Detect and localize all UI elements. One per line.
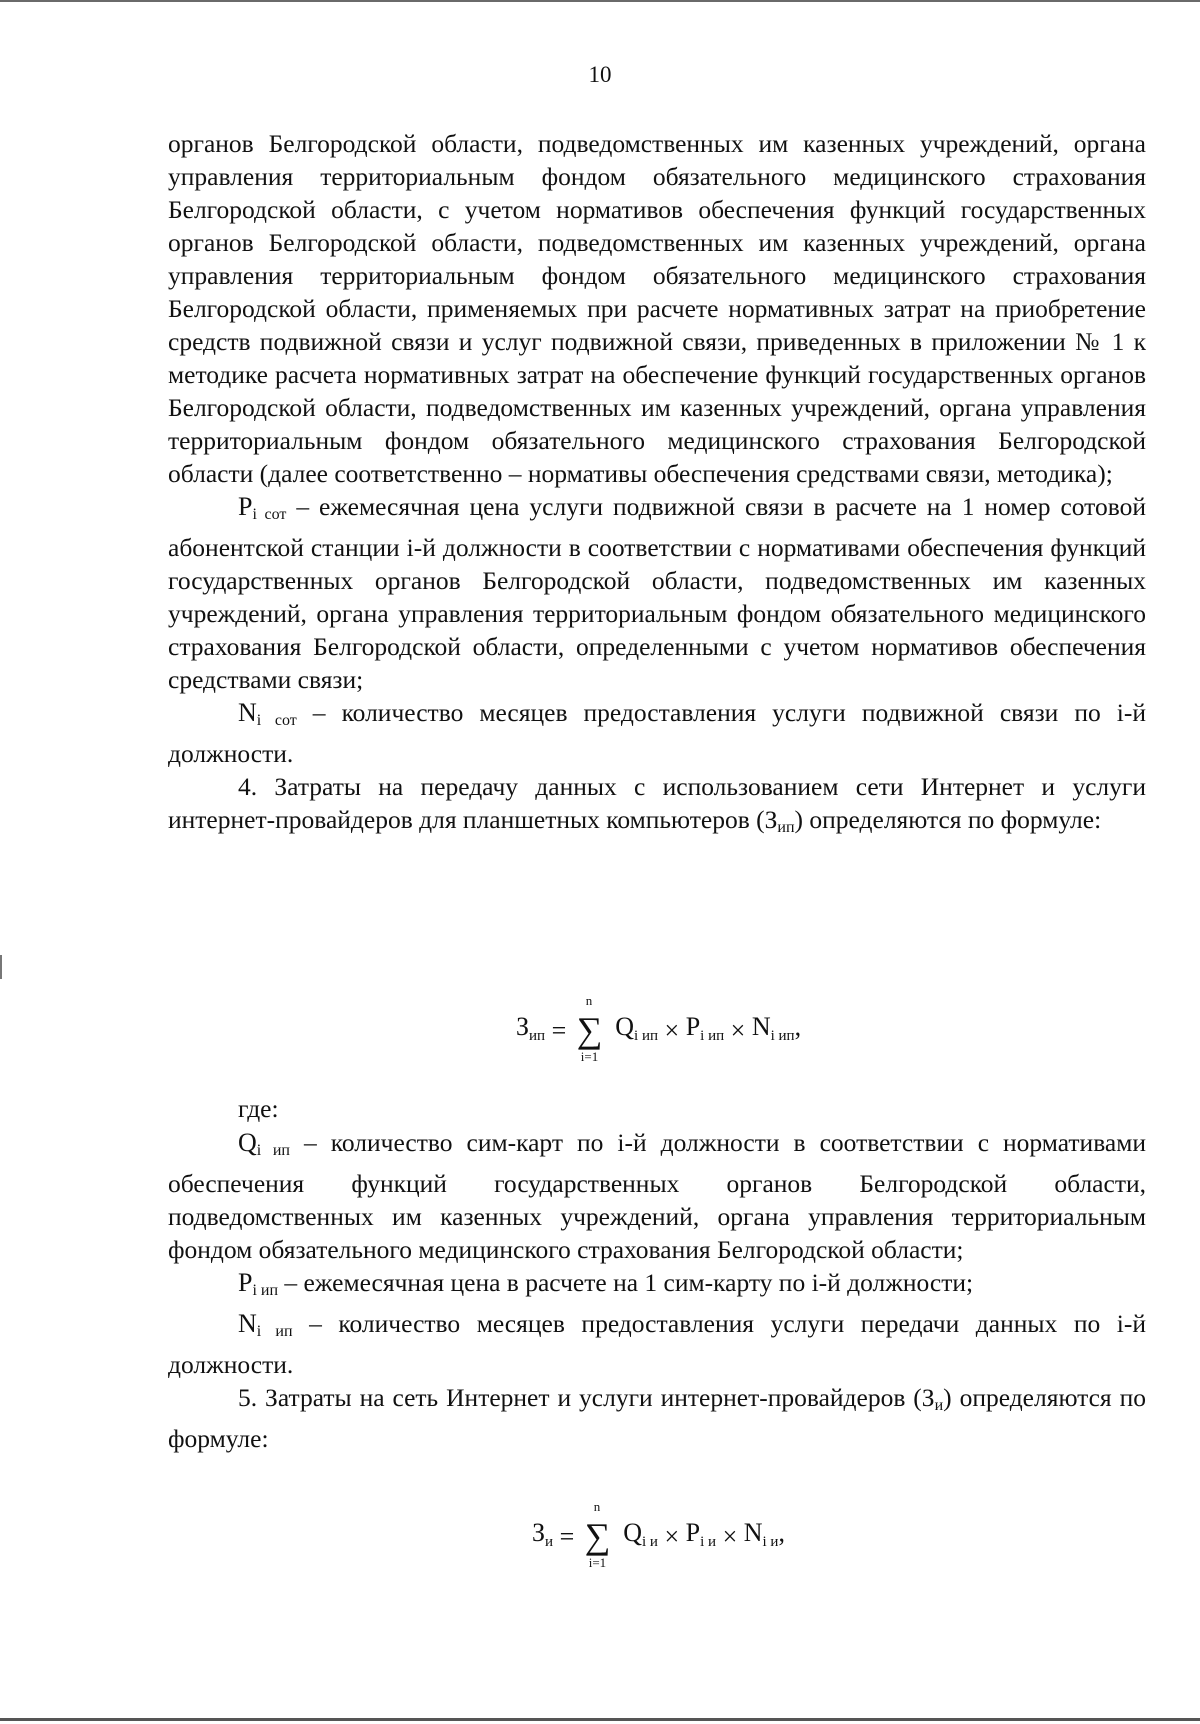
formula-lhs [532, 1518, 553, 1557]
formula-subscript: ип [529, 1027, 546, 1044]
paragraph-continuation [168, 127, 1146, 490]
sum-lower-limit: i=1 [580, 1049, 599, 1064]
formula-symbol: P [685, 1517, 701, 1547]
paragraph-n-sot-definition [168, 696, 1146, 770]
formula-times: × [722, 1522, 738, 1551]
sum-upper-limit: n [585, 993, 593, 1008]
sigma-symbol: ∑ [584, 1516, 611, 1556]
formula-subscript: и [545, 1533, 554, 1550]
formula-times: × [730, 1016, 746, 1045]
paragraph-text: 4. Затраты на передачу данных с использованием сети Интернет и услуги интернет-провайдеров для планшетных компьютеров (З [168, 772, 1146, 834]
sum-upper-limit: n [593, 1499, 601, 1514]
symbol-subscript: и [934, 1397, 944, 1414]
formula-lhs [516, 1012, 545, 1051]
symbol-subscript: i ип [252, 1282, 279, 1299]
paragraph-text-tail: ) определяются по формуле: [794, 805, 1102, 834]
formula-subscript: i и [700, 1533, 717, 1550]
bottom-border-line [0, 1718, 1200, 1721]
formula-symbol: N [751, 1011, 771, 1041]
formula-q-term [615, 1012, 658, 1051]
top-border-line [0, 0, 1200, 2]
sum-lower-limit: i=1 [588, 1555, 607, 1570]
paragraph-text: 5. Затраты на сеть Интернет и услуги интернет-провайдеров (З [238, 1383, 935, 1412]
paragraph-p-ip-definition [168, 1266, 1146, 1307]
page-number: 10 [588, 62, 612, 87]
symbol-q: Q [238, 1128, 257, 1157]
paragraph-q-ip-definition [168, 1126, 1146, 1266]
symbol-subscript: ип [777, 819, 795, 836]
paragraph-item-5 [168, 1381, 1146, 1455]
formula-symbol: Q [623, 1517, 643, 1547]
paragraph-text-tail: ) определяются по формуле: [168, 1383, 1146, 1453]
formula-subscript: i и [642, 1533, 658, 1550]
paragraph-text: – количество сим-карт по i-й должности в соответствии с нормативами обеспечения функций государственных органов Белгородской области, подведомственных им казенных учреждений, органа управления территориальным фондом обязательного медицинского страхования Белгородской области; [168, 1128, 1146, 1264]
symbol-subscript: i ип [256, 1142, 290, 1159]
formula-times: × [664, 1522, 680, 1551]
formula-symbol: N [743, 1517, 763, 1547]
formula-end-comma: , [778, 1517, 785, 1547]
symbol-subscript: i сот [256, 712, 297, 729]
sum-operator [584, 1499, 615, 1570]
paragraph-item-4 [168, 770, 1146, 844]
text-block-top [168, 127, 1146, 844]
formula-subscript: i ип [700, 1027, 725, 1044]
formula-internet [532, 1499, 785, 1570]
paragraph-text: органов Белгородской области, подведомственных им казенных учреждений, органа управления территориальным фондом обязательного медицинского страхования Белгородской области, с учетом нормативов обеспечения функций государственных органов Белгородской области, подведомственных им казенных учреждений, органа управления территориальным фондом обязательного медицинского страхования Белгородской области, применяемых при расчете нормативных затрат на приобретение средств подвижной связи и услуг подвижной связи, приведенных в приложении № 1 к методике расчета нормативных затрат на обеспечение функций государственных органов Белгородской области, подведомственных им казенных учреждений, органа управления территориальным фондом обязательного медицинского страхования Белгородской области (далее соответственно – нормативы обеспечения средствами связи, методика); [168, 129, 1146, 488]
formula-q-term [623, 1518, 658, 1557]
symbol-subscript: i ип [256, 1323, 293, 1340]
formula-symbol: З [532, 1517, 546, 1547]
formula-subscript: i и [762, 1533, 779, 1550]
formula-subscript: i ип [770, 1027, 795, 1044]
formula-symbol: P [685, 1011, 701, 1041]
sum-operator [576, 993, 607, 1064]
formula-n-term [752, 1012, 801, 1051]
formula-symbol: Q [615, 1011, 635, 1041]
formula-p-term [686, 1518, 716, 1557]
formula-equals: = [551, 1016, 567, 1045]
text-block-bottom [168, 1126, 1146, 1455]
symbol-p: P [238, 492, 253, 521]
paragraph-text: – количество месяцев предоставления услуги передачи данных по i-й должности. [168, 1309, 1146, 1379]
formula-p-term [686, 1012, 724, 1051]
paragraph-text: – количество месяцев предоставления услуги подвижной связи по i-й должности. [168, 698, 1146, 768]
symbol-n: N [238, 698, 257, 727]
symbol-n: N [238, 1309, 257, 1338]
formula-n-term [744, 1518, 785, 1557]
paragraph-text: – ежемесячная цена услуги подвижной связи в расчете на 1 номер сотовой абонентской станции i-й должности в соответствии с нормативами обеспечения функций государственных органов Белгородской области, подведомственных им казенных учреждений, органа управления территориальным фондом обязательного медицинского страхования Белгородской области, определенными с учетом нормативов обеспечения средствами связи; [168, 492, 1146, 694]
sigma-symbol: ∑ [576, 1010, 603, 1050]
paragraph-n-ip-definition [168, 1307, 1146, 1381]
symbol-p: P [238, 1268, 253, 1297]
paragraph-text: – ежемесячная цена в расчете на 1 сим-карту по i-й должности; [278, 1268, 974, 1297]
formula-subscript: i ип [634, 1027, 659, 1044]
formula-equals: = [559, 1522, 575, 1551]
formula-symbol: З [516, 1011, 530, 1041]
symbol-subscript: i сот [252, 506, 287, 523]
formula-end-comma: , [794, 1011, 802, 1041]
where-label: где: [238, 1094, 279, 1123]
scan-margin-mark [0, 955, 2, 979]
paragraph-p-sot-definition [168, 490, 1146, 696]
formula-times: × [664, 1016, 680, 1045]
formula-internet-tablets [516, 993, 802, 1064]
